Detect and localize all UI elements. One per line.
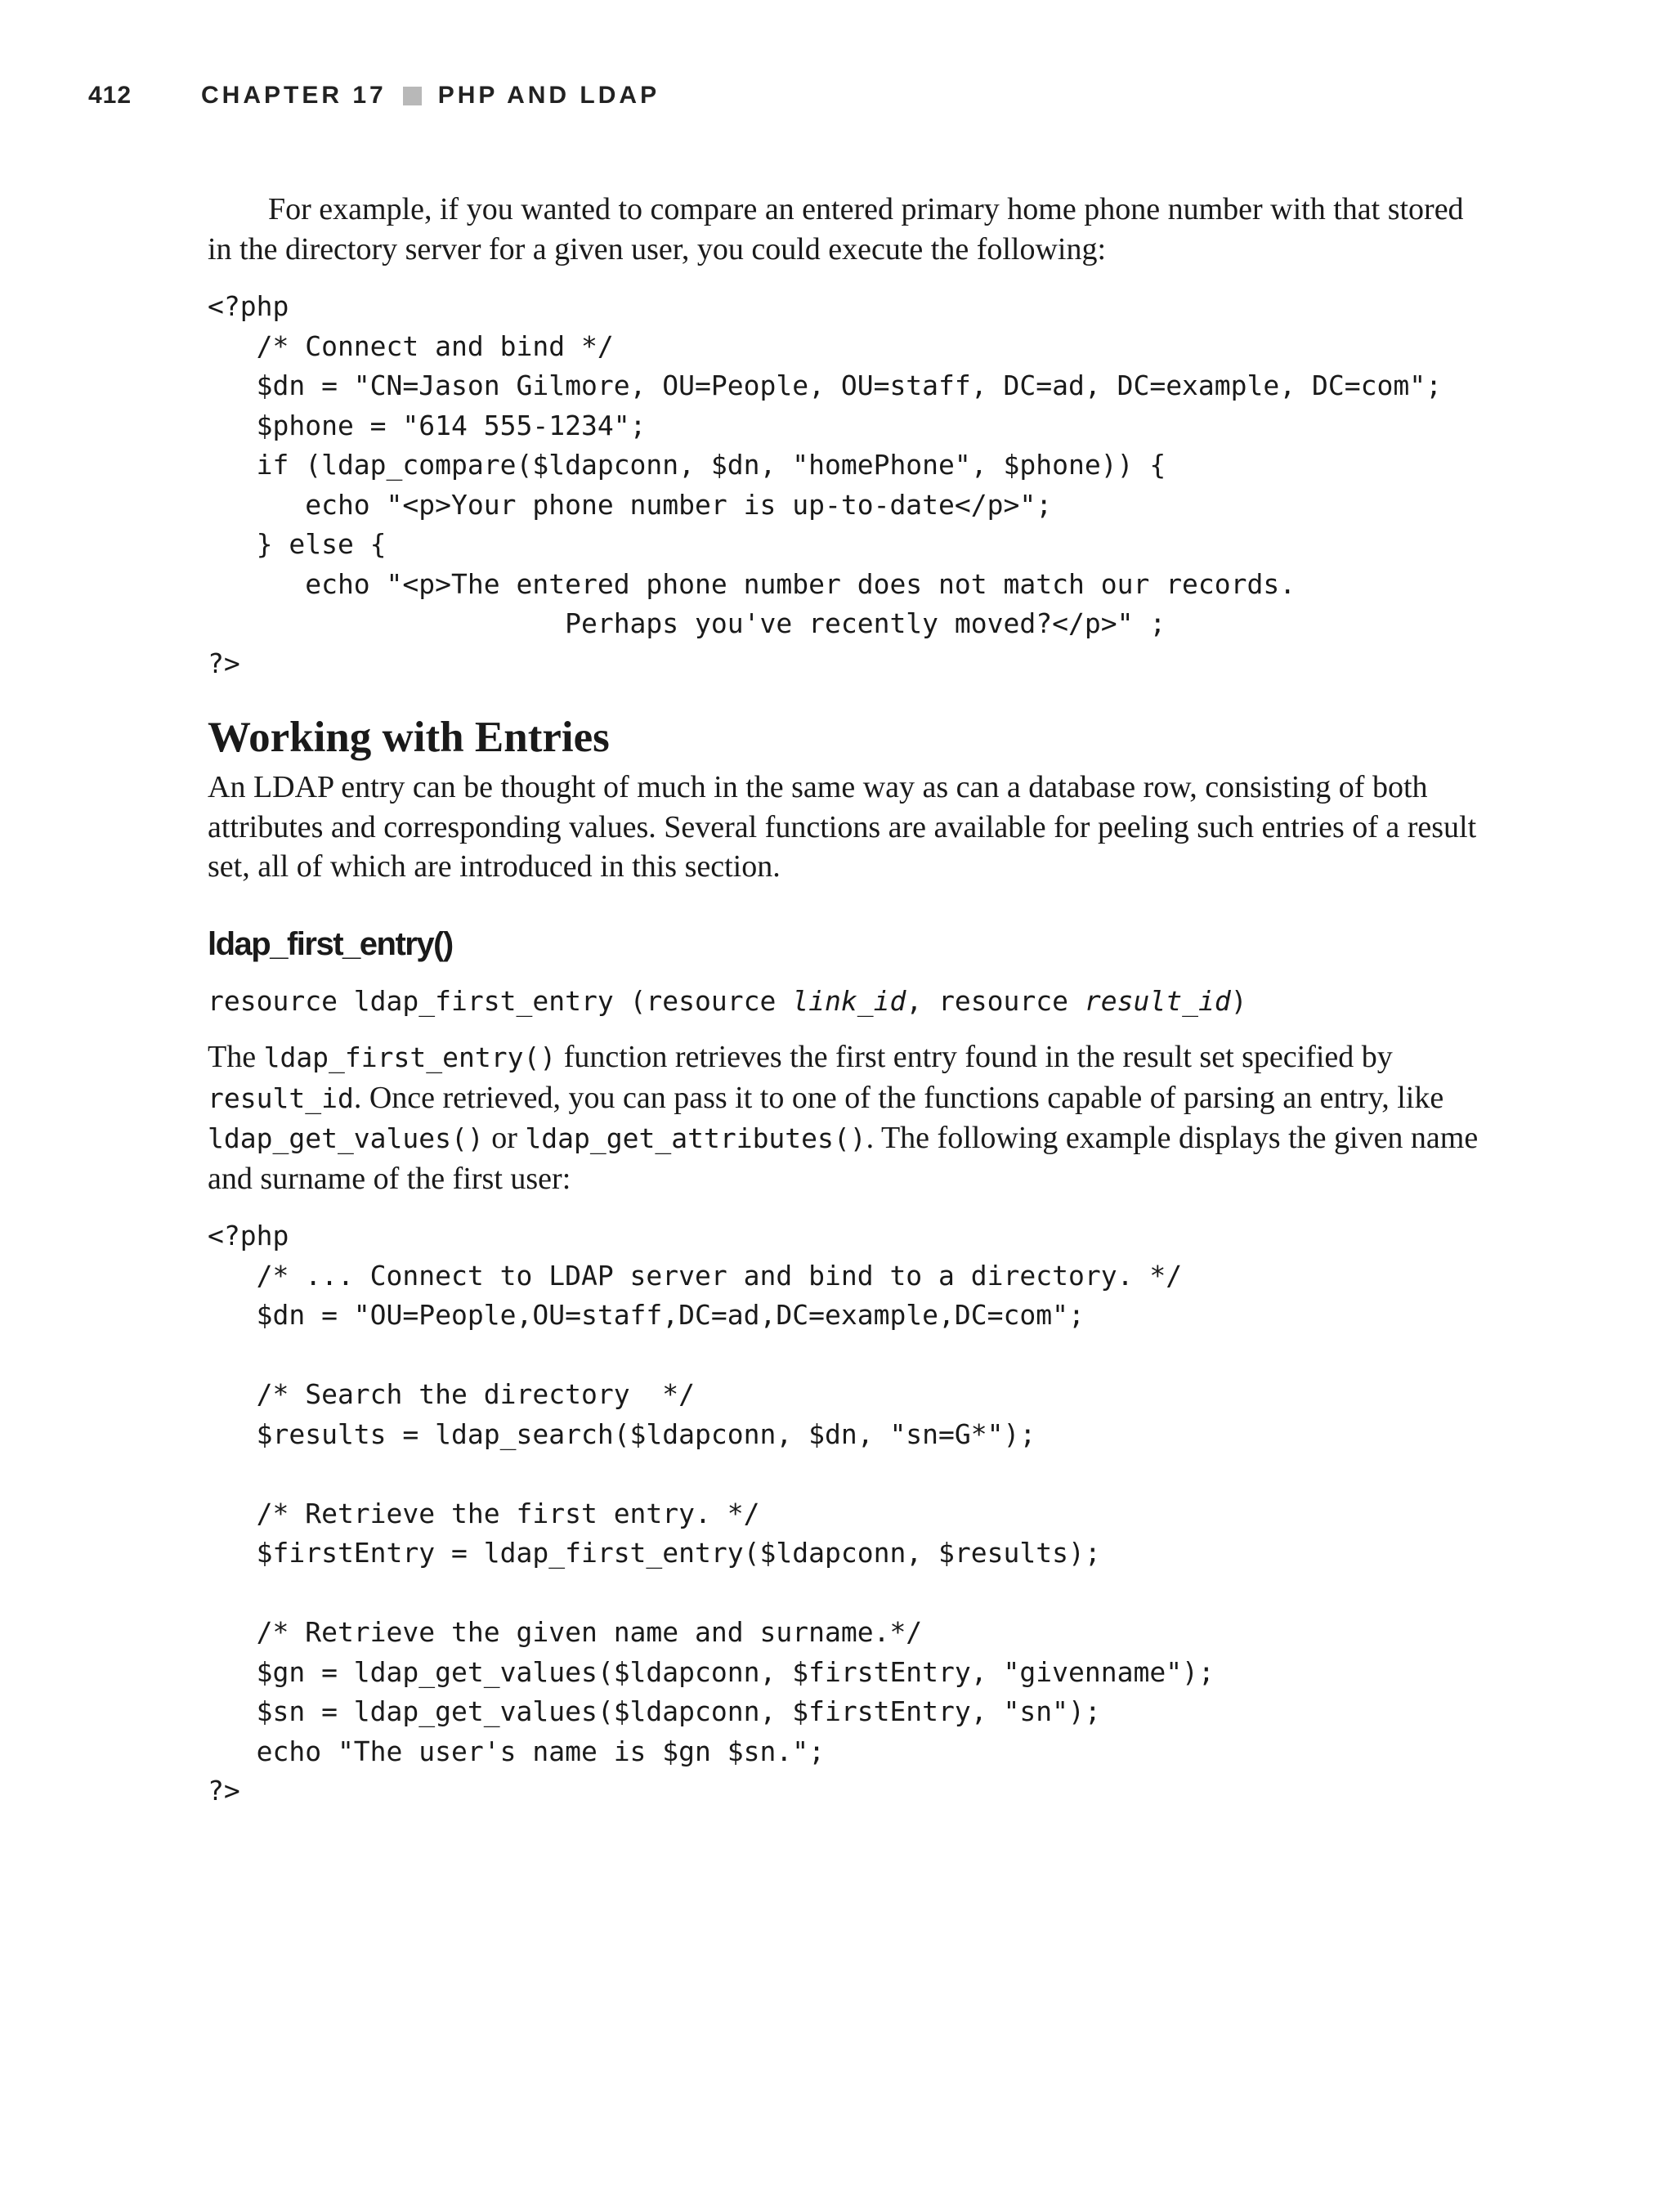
inline-code: ldap_get_values() (208, 1122, 484, 1154)
description-text: or (483, 1121, 526, 1155)
signature-param-result-id: result_id (1084, 984, 1231, 1017)
description-text: . The following example displays the given name and surname of the first user: (208, 1121, 1479, 1196)
inline-code: ldap_first_entry() (263, 1041, 557, 1073)
inline-code: result_id (208, 1081, 354, 1114)
signature-middle: , resource (906, 984, 1085, 1017)
square-separator-icon (403, 87, 422, 105)
function-signature (208, 982, 1483, 1022)
subsection-heading: ldap_first_entry() (208, 925, 453, 962)
chapter-title: PHP AND LDAP (437, 82, 660, 109)
section-paragraph: An LDAP entry can be thought of much in the same way as can a database row, consisting of both attributes and corresponding values. Several functions are available for peeling such entries of a result set, all of which are introduced in this section. (208, 770, 1477, 884)
description-text: The (208, 1040, 264, 1074)
code-block-compare: <?php /* Connect and bind */ $dn = "CN=Jason Gilmore, OU=People, OU=staff, DC=ad, DC=example, DC=com"; $phone = "614 555-1234"; if (ldap_compare($ldapconn, $dn, "homePhone", $phone)) { echo "<p>Your phone number is up-to-date</p>"; } else { echo "<p>The entered phone number does not match our records. Perhaps you've recently moved?</p>" ; ?> (208, 290, 1442, 679)
inline-code: ldap_get_attributes() (525, 1122, 866, 1154)
signature-suffix: ) (1230, 984, 1247, 1017)
description-text: . Once retrieved, you can pass it to one of the functions capable of parsing an entry, like (353, 1080, 1444, 1115)
code-block-first-entry: <?php /* ... Connect to LDAP server and bind to a directory. */ $dn = "OU=People,OU=staff,DC=ad,DC=example,DC=com"; /* Search the directory */ $results = ldap_search($ldapconn, $dn, "sn=G*"); /* Retrieve the first entry. */ $firstEntry = ldap_first_entry($ldapconn, $results); /* Retrieve the given name and surname.*/ $gn = ldap_get_values($ldapconn, $firstEntry, "givenname"); $sn = ldap_get_values($ldapconn, $firstEntry, "sn"); echo "The user's name is $gn $sn."; ?> (208, 1220, 1215, 1807)
page-number: 412 (88, 82, 132, 109)
description-paragraph (208, 1037, 1483, 1198)
chapter-label: CHAPTER 17 (201, 82, 387, 109)
description-text: function retrieves the first entry found in the result set specified by (556, 1040, 1393, 1074)
signature-param-link-id: link_id (792, 984, 906, 1017)
section-heading: Working with Entries (208, 714, 610, 761)
page-body (208, 190, 1483, 1811)
intro-paragraph: For example, if you wanted to compare an entered primary home phone number with that stored in the directory server for a given user, you could execute the following: (208, 192, 1464, 266)
signature-prefix: resource ldap_first_entry (resource (208, 984, 793, 1017)
running-header (88, 82, 660, 110)
